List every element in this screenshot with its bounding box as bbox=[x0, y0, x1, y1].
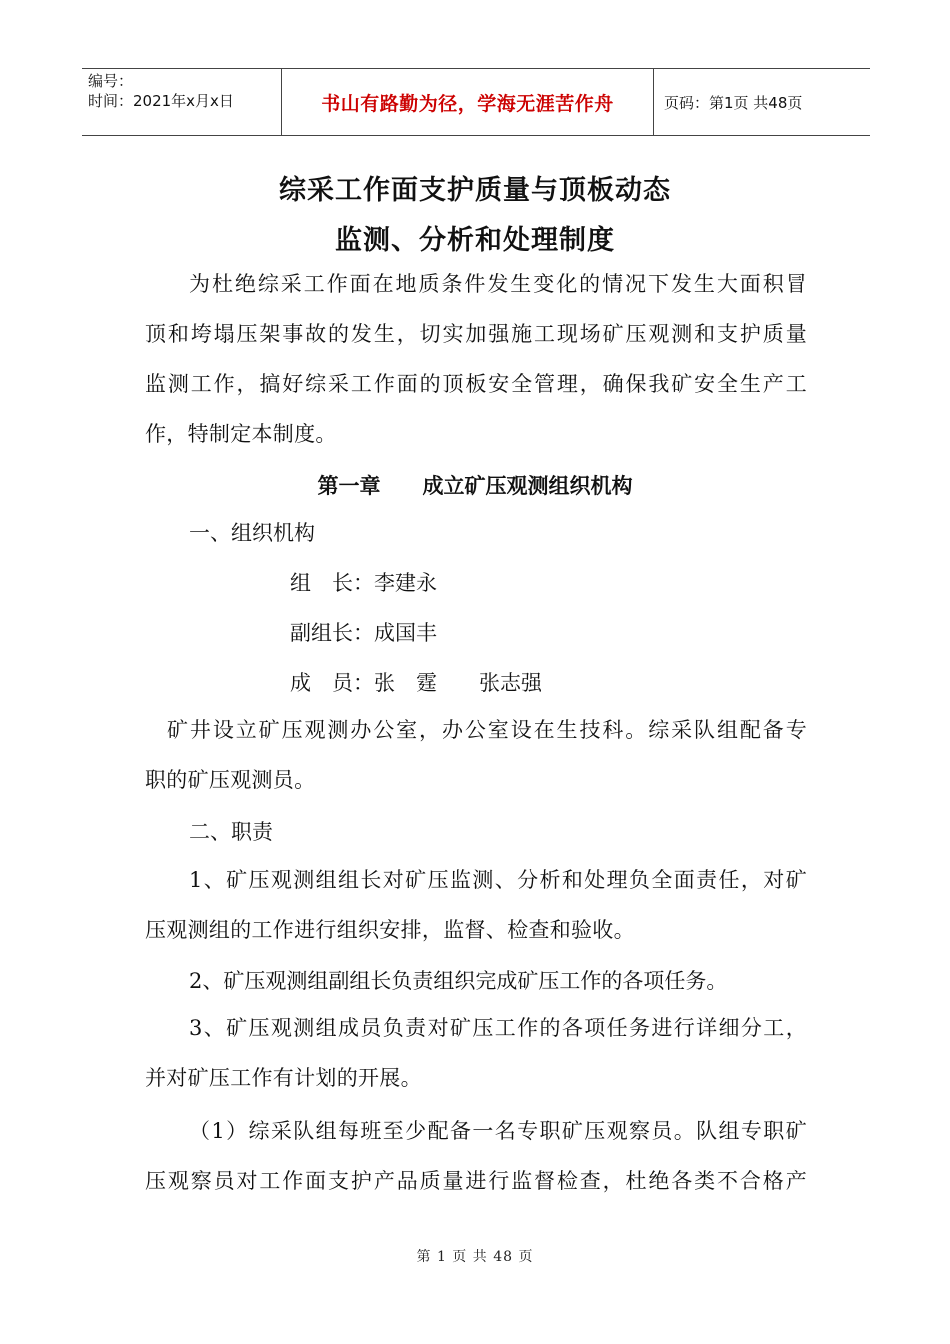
member-leader: 组 长：李建永 bbox=[290, 571, 437, 595]
duty2-line: 2、矿压观测组副组长负责组织完成矿压工作的各项任务。 bbox=[189, 969, 728, 993]
duty1-paragraph bbox=[145, 855, 807, 955]
section-heading-organization: 一、组织机构 bbox=[189, 521, 315, 545]
intro-line: 监测工作，搞好综采工作面的顶板安全管理，确保我矿安全生产工 bbox=[145, 372, 807, 396]
doc-title-line1: 综采工作面支护质量与顶板动态 bbox=[279, 175, 671, 206]
page-footer: 第 1 页 共 48 页 bbox=[416, 1249, 534, 1265]
doc-title-line2: 监测、分析和处理制度 bbox=[335, 225, 615, 256]
page-header bbox=[82, 68, 870, 136]
duty3a-line: 压观察员对工作面支护产品质量进行监督检查，杜绝各类不合格产 bbox=[145, 1169, 807, 1193]
intro-paragraph bbox=[145, 259, 807, 459]
duty3a-paragraph bbox=[145, 1106, 807, 1206]
intro-line: 顶和垮塌压架事故的发生，切实加强施工现场矿压观测和支护质量 bbox=[145, 322, 807, 346]
header-page-info: 页码：第1页 共48页 bbox=[664, 93, 803, 112]
office-line: 矿井设立矿压观测办公室，办公室设在生技科。综采队组配备专 bbox=[167, 718, 807, 742]
section-heading-duties: 二、职责 bbox=[189, 820, 273, 844]
office-line: 职的矿压观测员。 bbox=[145, 768, 316, 792]
office-paragraph bbox=[145, 705, 807, 805]
header-date-label: 时间：2021年x月x日 bbox=[88, 92, 234, 110]
duty1-line: 1、矿压观测组组长对矿压监测、分析和处理负全面责任，对矿 bbox=[189, 868, 807, 892]
header-meta bbox=[82, 69, 282, 135]
duty3a-line: （1）综采队组每班至少配备一名专职矿压观察员。队组专职矿 bbox=[189, 1119, 807, 1143]
duty1-line: 压观测组的工作进行组织安排，监督、检查和验收。 bbox=[145, 918, 635, 942]
intro-line: 为杜绝综采工作面在地质条件发生变化的情况下发生大面积冒 bbox=[189, 272, 807, 296]
duty3-line: 3、矿压观测组成员负责对矿压工作的各项任务进行详细分工， bbox=[189, 1016, 807, 1040]
member-deputy: 副组长：成国丰 bbox=[290, 621, 437, 645]
duty3-paragraph bbox=[145, 1003, 807, 1103]
header-number-label: 编号： bbox=[88, 72, 134, 90]
intro-line: 作，特制定本制度。 bbox=[145, 422, 337, 446]
chapter-heading: 第一章 成立矿压观测组织机构 bbox=[317, 474, 633, 498]
member-list: 成 员：张 霆 张志强 bbox=[290, 671, 542, 695]
duty3-line: 并对矿压工作有计划的开展。 bbox=[145, 1066, 422, 1090]
header-motto: 书山有路勤为径，学海无涯苦作舟 bbox=[282, 69, 654, 135]
